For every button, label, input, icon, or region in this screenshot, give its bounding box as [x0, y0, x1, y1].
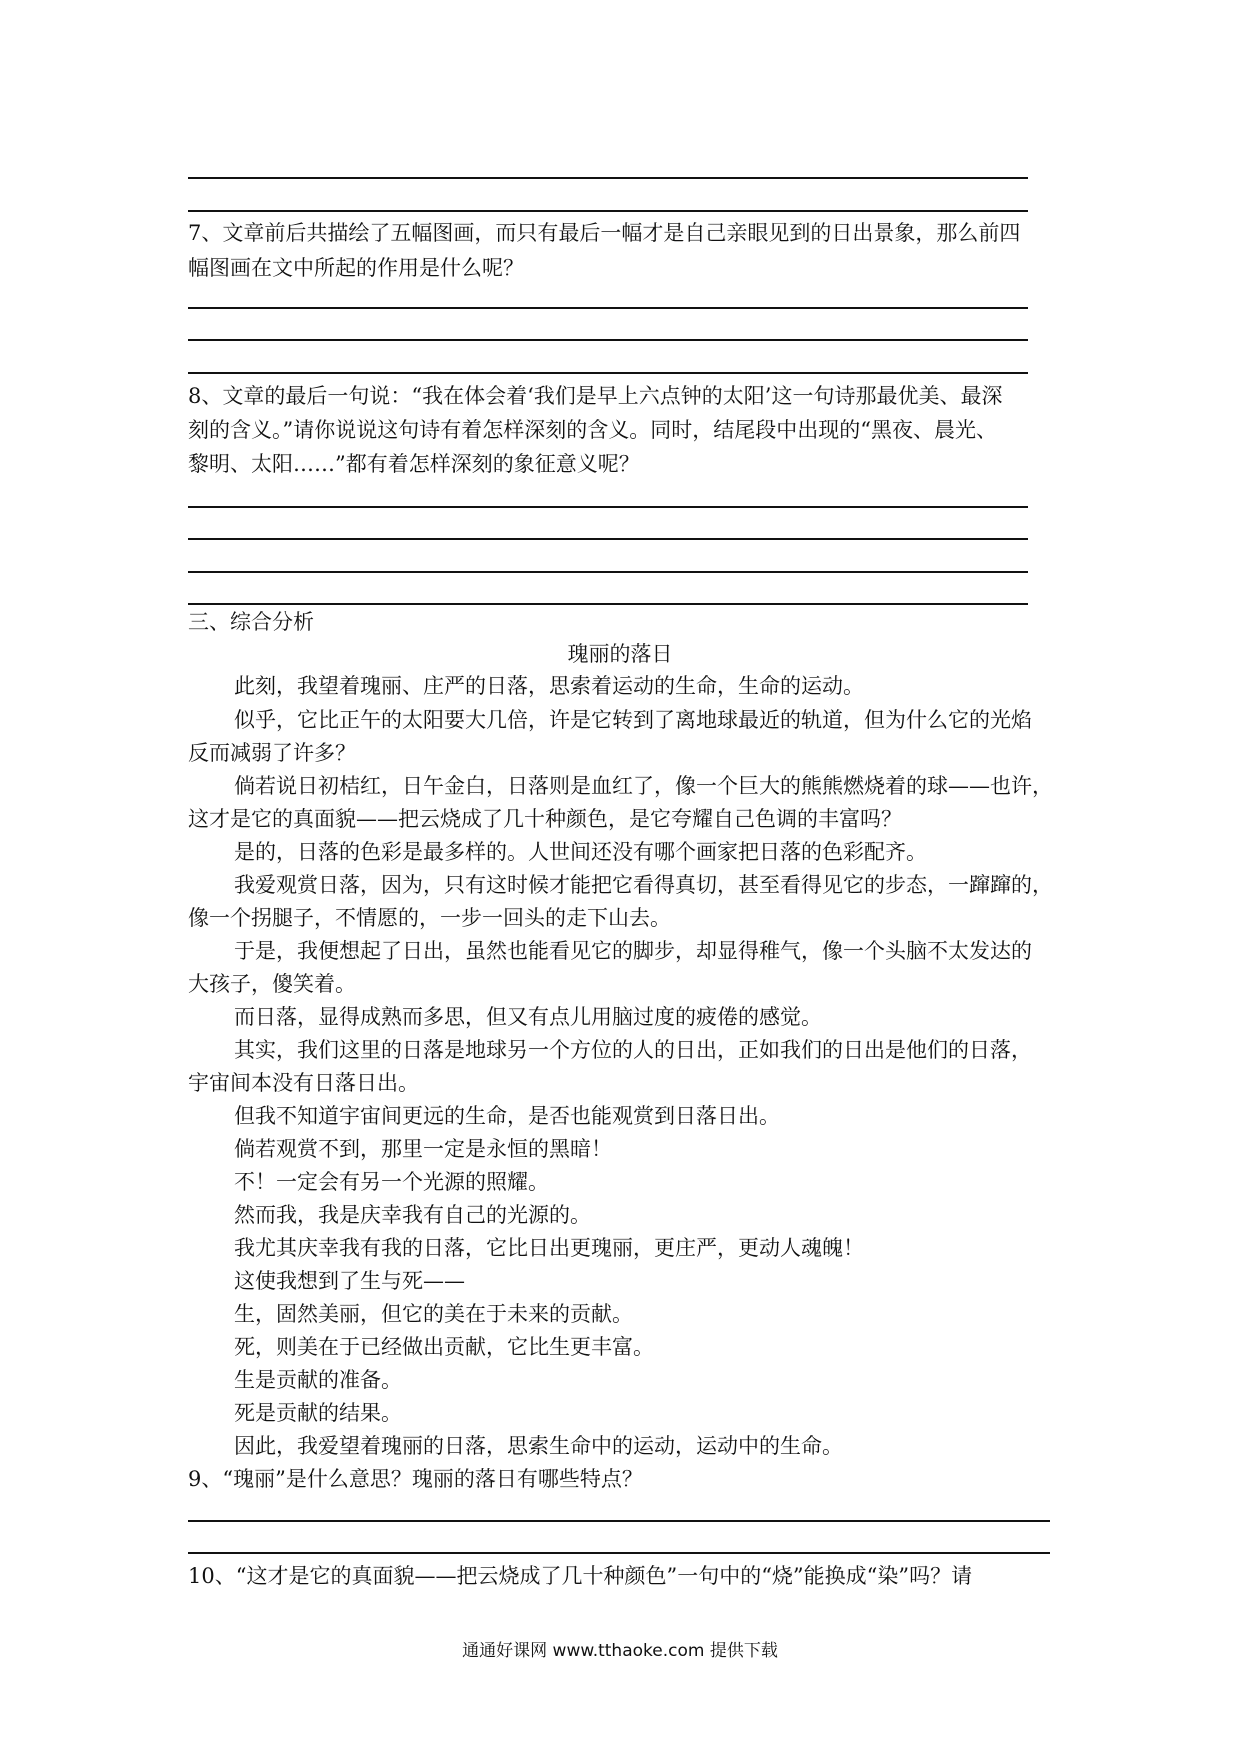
answer-line[interactable] [188, 210, 1028, 212]
question-8-line-2: 刻的含义。”请你说说这句诗有着怎样深刻的含义。同时，结尾段中出现的“黑夜、晨光、 [188, 418, 997, 442]
passage-line: 此刻，我望着瑰丽、庄严的日落，思索着运动的生命，生命的运动。 [234, 674, 864, 698]
passage-line: 倘若说日初桔红，日午金白，日落则是血红了，像一个巨大的熊熊燃烧着的球——也许， [234, 774, 1053, 798]
answer-line[interactable] [188, 339, 1028, 341]
passage-line: 生是贡献的准备。 [234, 1368, 402, 1392]
answer-line[interactable] [188, 177, 1028, 179]
passage-line: 但我不知道宇宙间更远的生命，是否也能观赏到日落日出。 [234, 1104, 780, 1128]
passage-line: 大孩子，傻笑着。 [188, 972, 356, 996]
answer-line[interactable] [188, 506, 1028, 508]
question-8-line-1: 8、文章的最后一句说：“我在体会着‘我们是早上六点钟的太阳’这一句诗那最优美、最深 [188, 384, 1003, 408]
answer-line[interactable] [188, 603, 1028, 605]
passage-line: 死是贡献的结果。 [234, 1401, 402, 1425]
passage-line: 不！一定会有另一个光源的照耀。 [234, 1170, 549, 1194]
question-8-line-3: 黎明、太阳……”都有着怎样深刻的象征意义呢？ [188, 452, 640, 476]
answer-line[interactable] [188, 1520, 1050, 1522]
passage-line: 是的，日落的色彩是最多样的。人世间还没有哪个画家把日落的色彩配齐。 [234, 840, 927, 864]
answer-line[interactable] [188, 307, 1028, 309]
section-heading: 三、综合分析 [188, 610, 314, 634]
answer-line[interactable] [188, 372, 1028, 374]
passage-title: 瑰丽的落日 [567, 642, 673, 666]
question-7-line-2: 幅图画在文中所起的作用是什么呢？ [188, 256, 524, 280]
answer-line[interactable] [188, 1552, 1050, 1554]
passage-line: 反而减弱了许多？ [188, 741, 356, 765]
question-9-line-1: 9、“瑰丽”是什么意思？瑰丽的落日有哪些特点？ [188, 1467, 643, 1491]
passage-line: 这使我想到了生与死—— [234, 1269, 465, 1293]
question-10-line-1: 10、“这才是它的真面貌——把云烧成了几十种颜色”一句中的“烧”能换成“染”吗？请 [188, 1564, 973, 1588]
question-7-line-1: 7、文章前后共描绘了五幅图画，而只有最后一幅才是自己亲眼见到的日出景象，那么前四 [188, 221, 1021, 245]
passage-line: 宇宙间本没有日落日出。 [188, 1071, 419, 1095]
passage-line: 我爱观赏日落，因为，只有这时候才能把它看得真切，甚至看得见它的步态，一蹿蹿的， [234, 873, 1053, 897]
passage-line: 这才是它的真面貌——把云烧成了几十种颜色，是它夸耀自己色调的丰富吗？ [188, 807, 902, 831]
passage-line: 倘若观赏不到，那里一定是永恒的黑暗！ [234, 1137, 612, 1161]
passage-line: 因此，我爱望着瑰丽的日落，思索生命中的运动，运动中的生命。 [234, 1434, 843, 1458]
passage-line: 而日落，显得成熟而多思，但又有点儿用脑过度的疲倦的感觉。 [234, 1005, 822, 1029]
passage-line: 于是，我便想起了日出，虽然也能看见它的脚步，却显得稚气，像一个头脑不太发达的 [234, 939, 1032, 963]
passage-line: 生，固然美丽，但它的美在于未来的贡献。 [234, 1302, 633, 1326]
passage-line: 死，则美在于已经做出贡献，它比生更丰富。 [234, 1335, 654, 1359]
passage-line: 我尤其庆幸我有我的日落，它比日出更瑰丽，更庄严，更动人魂魄！ [234, 1236, 864, 1260]
page-footer: 通通好课网 www.tthaoke.com 提供下载 [462, 1641, 778, 1661]
passage-line: 然而我，我是庆幸我有自己的光源的。 [234, 1203, 591, 1227]
answer-line[interactable] [188, 571, 1028, 573]
passage-line: 似乎，它比正午的太阳要大几倍，许是它转到了离地球最近的轨道，但为什么它的光焰 [234, 708, 1032, 732]
answer-line[interactable] [188, 538, 1028, 540]
passage-line: 其实，我们这里的日落是地球另一个方位的人的日出，正如我们的日出是他们的日落， [234, 1038, 1032, 1062]
passage-line: 像一个拐腿子，不情愿的，一步一回头的走下山去。 [188, 906, 671, 930]
